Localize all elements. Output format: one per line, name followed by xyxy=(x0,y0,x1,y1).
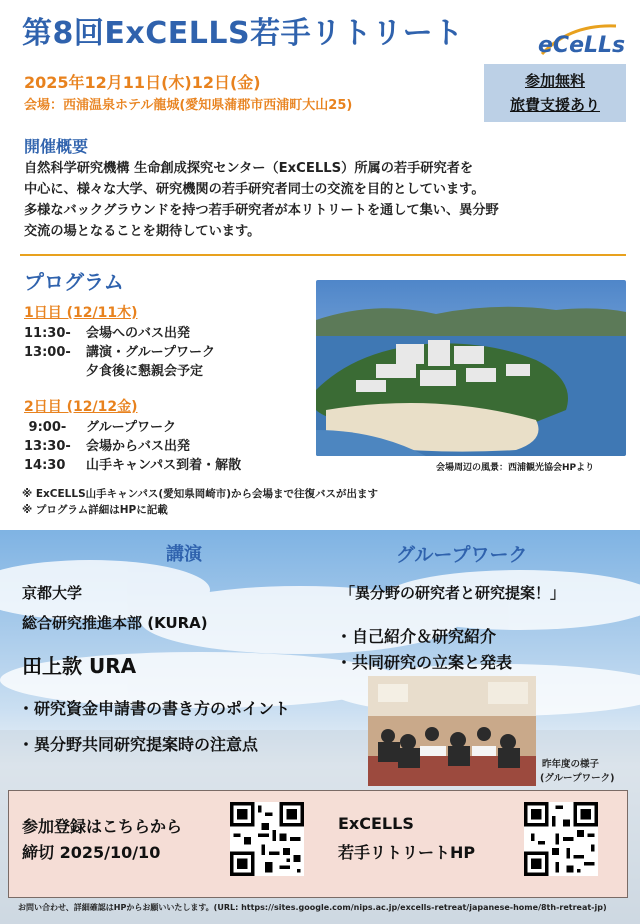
schedule-time: 13:00- xyxy=(24,345,71,360)
lecture-point: ・異分野共同研究提案時の注意点 xyxy=(18,735,259,754)
excells-logo-icon xyxy=(530,14,626,62)
program-heading: プログラム xyxy=(24,270,124,294)
schedule-text: 夕食後に懇親会予定 xyxy=(86,364,204,379)
day1-heading: 1日目 (12/11木) xyxy=(24,305,138,321)
groupwork-item: ・自己紹介＆研究紹介 xyxy=(336,627,497,646)
page-title: 第8回ExCELLS若手リトリート xyxy=(22,16,464,51)
day2-schedule xyxy=(24,418,241,475)
registration-deadline: 締切 2025/10/10 xyxy=(22,843,161,862)
schedule-text: 会場からバス出発 xyxy=(86,439,191,454)
hp-label-line2: 若手リトリートHP xyxy=(338,843,476,862)
badge-line-travel: 旅費支援あり xyxy=(509,96,600,114)
overview-line: 中心に、様々な大学、研究機関の若手研究者同士の交流を目的としています。 xyxy=(24,182,485,197)
groupwork-heading: グループワーク xyxy=(396,544,528,566)
registration-label: 参加登録はこちらから xyxy=(22,817,183,836)
groupwork-photo-caption: 昨年度の様子 xyxy=(542,759,600,770)
footer-contact: お問い合わせ、詳細確認はHPからお願いいたします。(URL: https://sites.google.com/nips.ac.jp/excells-retreat/japanese-home/8th-retreat-jp) xyxy=(18,903,607,912)
qr-code-icon xyxy=(230,802,304,876)
event-date: 2025年12月11日(木)12日(金) xyxy=(24,73,261,92)
badge-line-free: 参加無料 xyxy=(524,72,585,90)
groupwork-item: ・共同研究の立案と発表 xyxy=(336,653,513,672)
lecture-point: ・研究資金申請書の書き方のポイント xyxy=(18,699,291,718)
svg-text:eCeLLs: eCeLLs xyxy=(538,33,626,58)
overview-heading: 開催概要 xyxy=(24,137,89,156)
venue-photo-caption: 会場周辺の風景：西浦観光協会HPより xyxy=(436,463,595,473)
overview-line: 交流の場となることを期待しています。 xyxy=(24,224,261,239)
venue-photo xyxy=(316,280,626,456)
day2-heading: 2日目 (12/12金) xyxy=(24,399,138,415)
groupwork-photo xyxy=(368,676,536,786)
schedule-text: グループワーク xyxy=(86,420,176,435)
schedule-text: 山手キャンパス到着・解散 xyxy=(86,458,242,473)
schedule-row xyxy=(24,456,241,475)
groupwork-theme: 「異分野の研究者と研究提案！」 xyxy=(340,584,566,602)
groupwork-photo-caption-sub: (グループワーク) xyxy=(540,773,615,784)
schedule-time: 14:30 xyxy=(24,458,66,473)
lecture-heading: 講演 xyxy=(166,544,202,565)
schedule-row xyxy=(24,437,241,456)
schedule-row xyxy=(24,418,241,437)
schedule-text: 講演・グループワーク xyxy=(86,345,215,360)
section-divider xyxy=(20,254,626,256)
speaker-name: 田上款 URA xyxy=(22,654,137,678)
schedule-time: 13:30- xyxy=(24,439,71,454)
overview-text xyxy=(24,158,624,242)
overview-line: 自然科学研究機構 生命創成探究センター（ExCELLS）所属の若手研究者を xyxy=(24,161,474,176)
schedule-row xyxy=(24,343,215,362)
qr-code-icon xyxy=(524,802,598,876)
overview-line: 多様なバックグラウンドを持つ若手研究者が本リトリートを通して集い、異分野 xyxy=(24,203,499,218)
free-participation-badge xyxy=(484,64,626,122)
speaker-affiliation-department: 総合研究推進本部 (KURA) xyxy=(22,614,208,632)
registration-qr-code[interactable] xyxy=(230,802,304,876)
note-line: ※ ExCELLS山手キャンパス(愛知県岡崎市)から会場まで往復バスが出ます xyxy=(22,488,378,500)
excells-logo xyxy=(530,14,626,62)
schedule-row xyxy=(24,324,215,343)
day1-schedule xyxy=(24,324,215,381)
speaker-affiliation-university: 京都大学 xyxy=(22,584,83,602)
schedule-time: 9:00- xyxy=(24,420,67,435)
hp-label-line1: ExCELLS xyxy=(338,814,414,833)
website-qr-code[interactable] xyxy=(524,802,598,876)
note-line: ※ プログラム詳細はHPに記載 xyxy=(22,504,168,516)
program-notes xyxy=(22,486,378,518)
schedule-time: 11:30- xyxy=(24,326,71,341)
schedule-row xyxy=(24,362,215,381)
schedule-text: 会場へのバス出発 xyxy=(86,326,191,341)
event-venue: 会場：西浦温泉ホテル龍城(愛知県蒲郡市西浦町大山25) xyxy=(24,98,353,113)
